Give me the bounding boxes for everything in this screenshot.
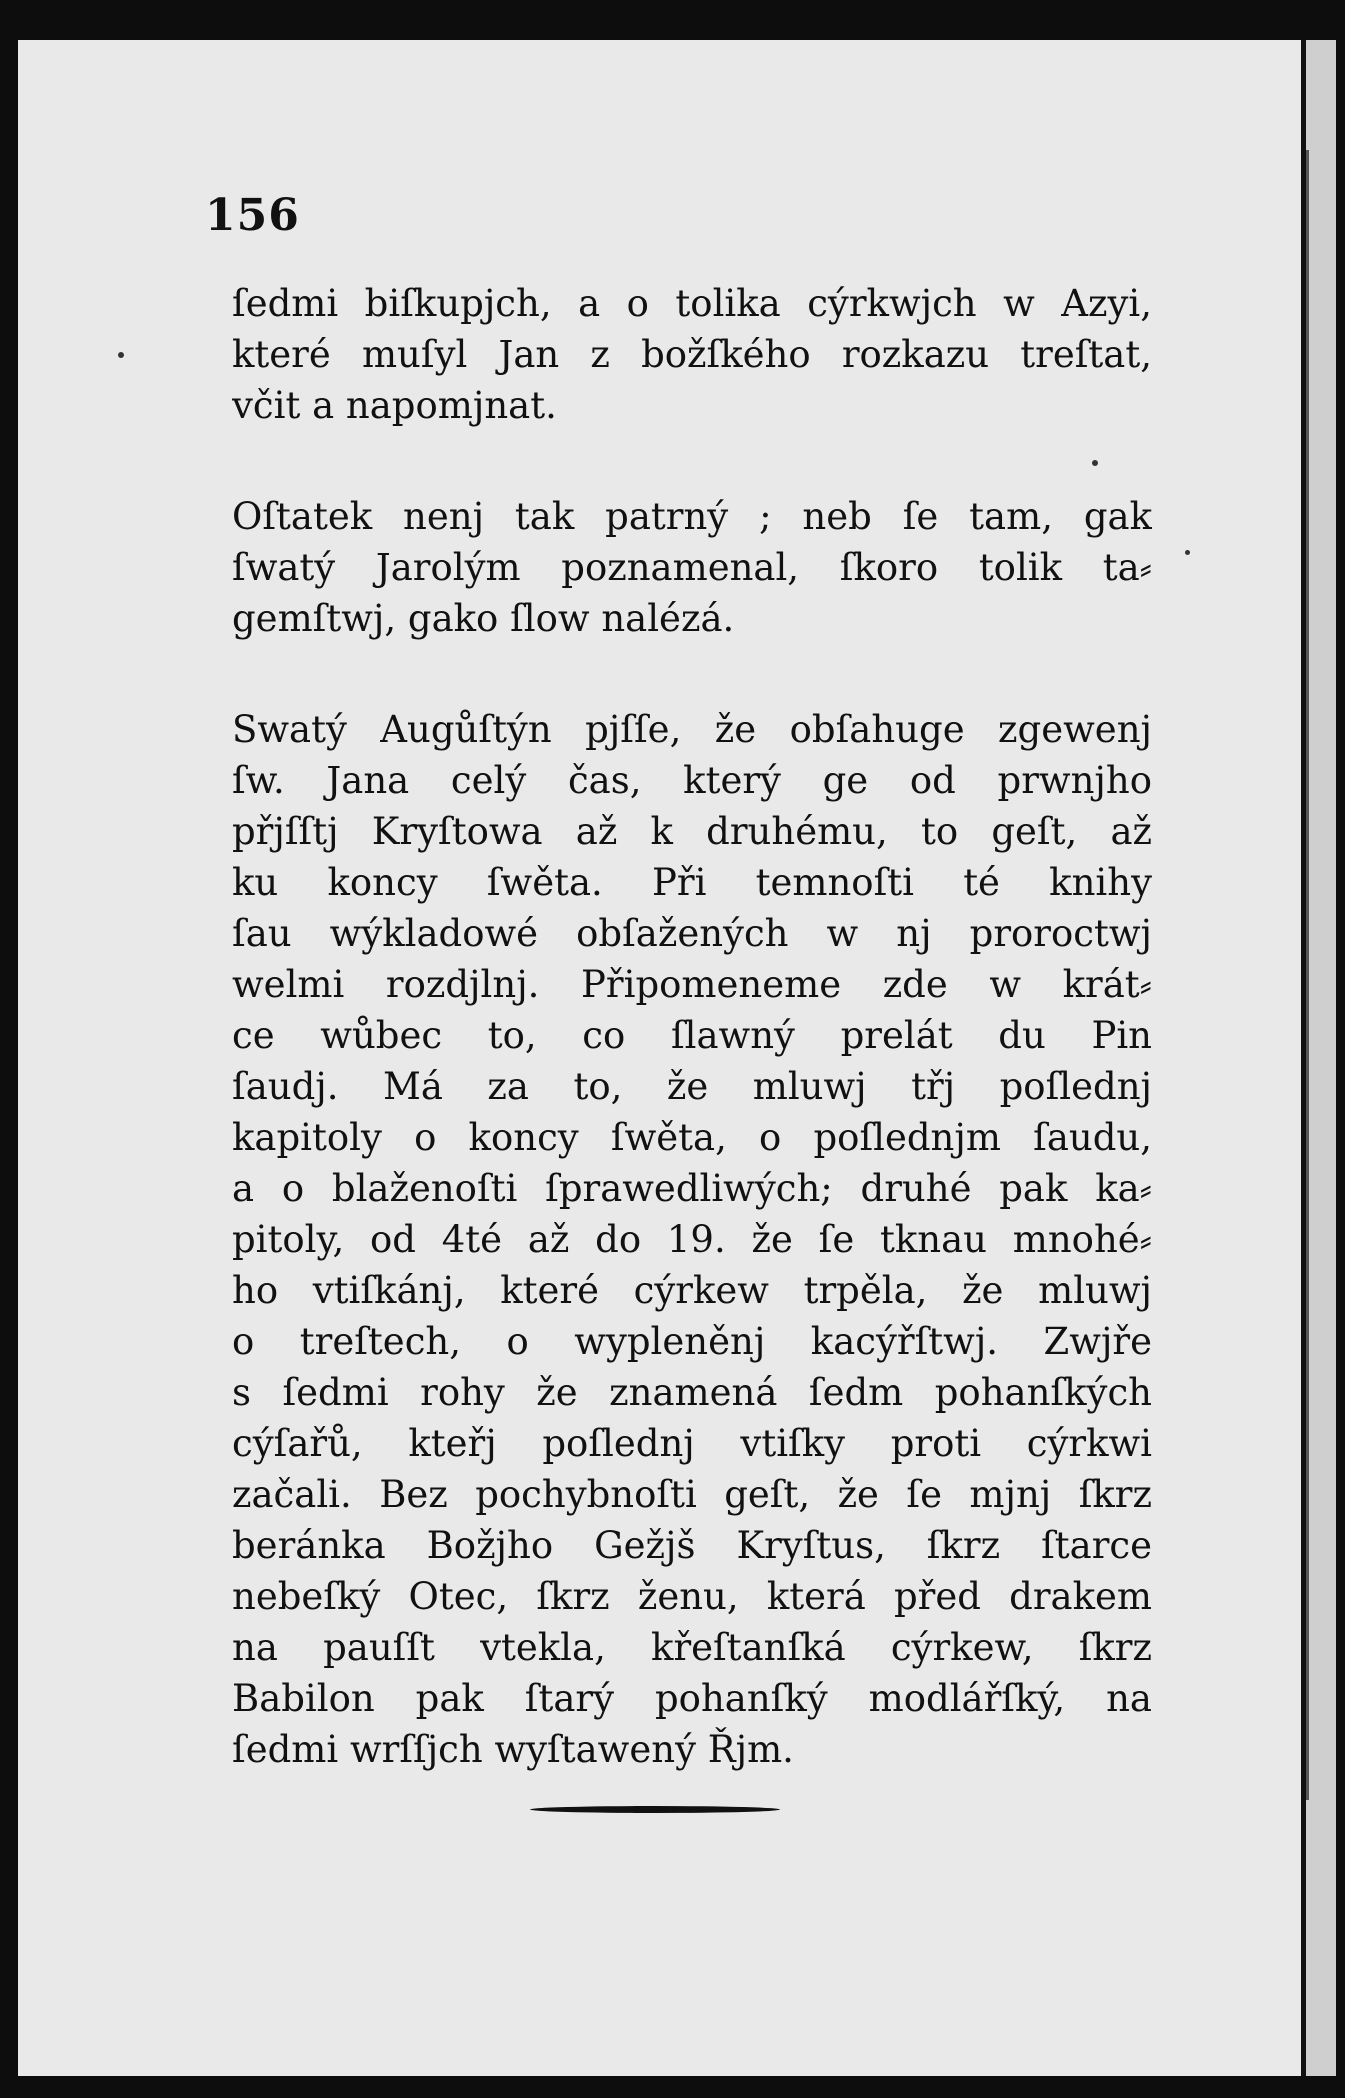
page-edge-shadow <box>1306 150 1309 1800</box>
text-line: ho vtiſkánj, které cýrkew trpěla, že mluwj <box>232 1269 1152 1312</box>
text-line: ſedmi biſkupjch, a o tolika cýrkwjch w Azyi, <box>232 282 1152 325</box>
paragraph-1 <box>232 278 1152 431</box>
text-line: Oſtatek nenj tak patrný ; neb ſe tam, gak <box>232 495 1152 538</box>
text-line: nebeſký Otec, ſkrz ženu, která před drakem <box>232 1575 1152 1618</box>
text-line: pitoly, od 4té až do 19. že ſe tknau mnohé⸗ <box>232 1218 1152 1261</box>
text-line: ſaudj. Má za to, že mluwj třj poſlednj <box>232 1065 1152 1108</box>
text-line: ku koncy ſwěta. Při temnoſti té knihy <box>232 861 1152 904</box>
body-text <box>232 278 1152 1835</box>
text-line: ſedmi wrſſjch wyſtawený Řjm. <box>232 1728 794 1771</box>
speck <box>1092 460 1098 466</box>
text-line: Babilon pak ſtarý pohanſký modlářſký, na <box>232 1677 1152 1720</box>
paragraph-2 <box>232 491 1152 644</box>
speck <box>1185 550 1190 555</box>
speck <box>118 352 124 358</box>
end-rule <box>530 1806 780 1813</box>
text-line: o treſtech, o wypleněnj kacýřſtwj. Zwjře <box>232 1320 1152 1363</box>
text-line: cýſařů, kteřj poſlednj vtiſky proti cýrkwi <box>232 1422 1152 1465</box>
text-line: včit a napomjnat. <box>232 384 557 427</box>
text-line: začali. Bez pochybnoſti geſt, že ſe mjnj ſkrz <box>232 1473 1152 1516</box>
text-line: přjſſtj Kryſtowa až k druhému, to geſt, až <box>232 810 1152 853</box>
text-line: ſw. Jana celý čas, který ge od prwnjho <box>232 759 1152 802</box>
text-line: beránka Božjho Gežjš Kryſtus, ſkrz ſtarce <box>232 1524 1152 1567</box>
text-line: a o blaženoſti ſprawedliwých; druhé pak ka⸗ <box>232 1167 1152 1210</box>
text-line: gemſtwj, gako ſlow nalézá. <box>232 597 735 640</box>
text-line: welmi rozdjlnj. Připomeneme zde w krát⸗ <box>232 963 1152 1006</box>
text-line: ſwatý Jarolým poznamenal, ſkoro tolik ta⸗ <box>232 546 1152 589</box>
page-number: 156 <box>205 190 300 241</box>
text-line: na pauſſt vtekla, křeſtanſká cýrkew, ſkrz <box>232 1626 1152 1669</box>
text-line: které muſyl Jan z božſkého rozkazu treſtat, <box>232 333 1152 376</box>
paragraph-3 <box>232 704 1152 1775</box>
text-line: ſau wýkladowé obſažených w nj proroctwj <box>232 912 1152 955</box>
text-line: s ſedmi rohy že znamená ſedm pohanſkých <box>232 1371 1152 1414</box>
text-line: ce wůbec to, co ſlawný prelát du Pin <box>232 1014 1152 1057</box>
text-line: Swatý Augůſtýn pjſſe, že obſahuge zgewenj <box>232 708 1152 751</box>
text-line: kapitoly o koncy ſwěta, o poſlednjm ſaudu, <box>232 1116 1152 1159</box>
